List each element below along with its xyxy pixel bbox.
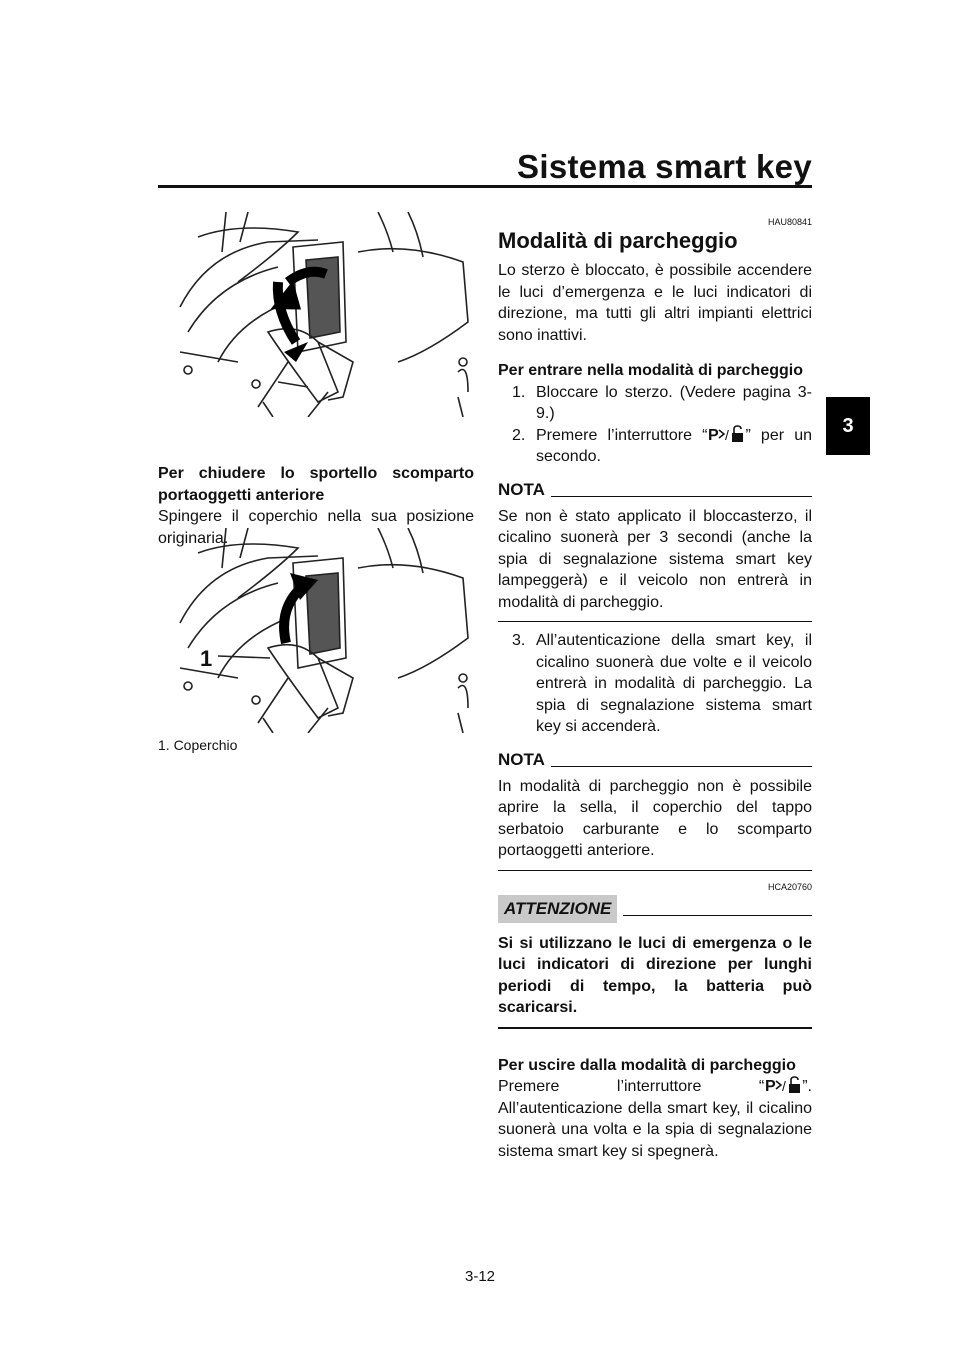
exit-heading: Per uscire dalla modalità di parcheggio [498, 1056, 796, 1074]
illustration-close-compartment [178, 528, 474, 733]
svg-text:/: / [725, 426, 730, 443]
close-heading: Per chiudere lo sportello scomparto portaoggetti anteriore [158, 465, 474, 504]
figure-callout-1: 1 [200, 646, 213, 671]
svg-text:P: P [765, 1078, 776, 1094]
enter-steps [498, 382, 812, 468]
figure-caption: 1. Coperchio [158, 737, 238, 753]
right-column [498, 216, 812, 1162]
attention-code: HCA20760 [767, 881, 812, 892]
page-number: 3-12 [464, 1268, 496, 1285]
note-label: NOTA [498, 479, 545, 499]
parking-p-icon [764, 1076, 802, 1094]
note-header-2 [498, 750, 812, 770]
title-rule [158, 185, 812, 188]
enter-steps-cont [498, 630, 812, 738]
chapter-tab: 3 [826, 397, 870, 455]
note-text-1: Se non è stato applicato il bloccasterzo, il cicalino suonerà per 3 secondi (anche la spia di segnalazione sistema smart key lampeggerà) e il veicolo non entrerà in modalità di parcheggio. [498, 507, 812, 611]
scooter-compartment-drawing-2 [178, 528, 474, 733]
close-text: Spingere il coperchio nella sua posizione originaria. [158, 508, 474, 547]
page-title: Sistema smart key [517, 148, 812, 185]
note-label: NOTA [498, 749, 545, 769]
list-item: 1. Bloccare lo sterzo. (Vedere pagina 3-9.) [512, 383, 812, 422]
section-code: HAU80841 [767, 217, 812, 227]
intro-text: Lo sterzo è bloccato, è possibile accendere le luci d’emergenza e le luci indicatori di direzione, ma tutti gli altri impianti elettrici sono inattivi. [498, 262, 812, 344]
note-body-1 [498, 500, 812, 623]
scooter-compartment-drawing [178, 212, 474, 417]
illustration-open-compartment [178, 212, 474, 417]
note-text-2: In modalità di parcheggio non è possibile aprire la sella, il coperchio del tappo serbatoio carburante e lo scomparto portaoggetti anteriore. [498, 777, 812, 859]
list-item: 2. Premere l’interruttore “ P / ” per un secondo. [512, 426, 812, 465]
exit-text: Premere l’interruttore “ P / ”. All’autenticazione della smart key, il cicalino suonerà una volta e la spia di segnalazione sistema smart key si spegnerà. [498, 1078, 812, 1160]
svg-text:/: / [782, 1078, 787, 1094]
note-body-2 [498, 770, 812, 871]
enter-heading: Per entrare nella modalità di parcheggio [498, 362, 803, 379]
list-item: 3. All’autenticazione della smart key, il cicalino suonerà due volte e il veicolo entrerà in modalità di parcheggio. La spia di segnalazione sistema smart key si accenderà. [512, 632, 812, 735]
section-title: Modalità di parcheggio [498, 228, 738, 253]
attention-label: ATTENZIONE [498, 895, 617, 923]
svg-text:P: P [708, 426, 720, 443]
attention-text: Si si utilizzano le luci di emergenza o le luci indicatori di direzione per lunghi periodi di tempo, la batteria può scaricarsi. [498, 934, 812, 1016]
note-header-1 [498, 480, 812, 500]
parking-p-icon [707, 425, 745, 443]
attention-header [498, 895, 812, 923]
attention-body [498, 923, 812, 1029]
